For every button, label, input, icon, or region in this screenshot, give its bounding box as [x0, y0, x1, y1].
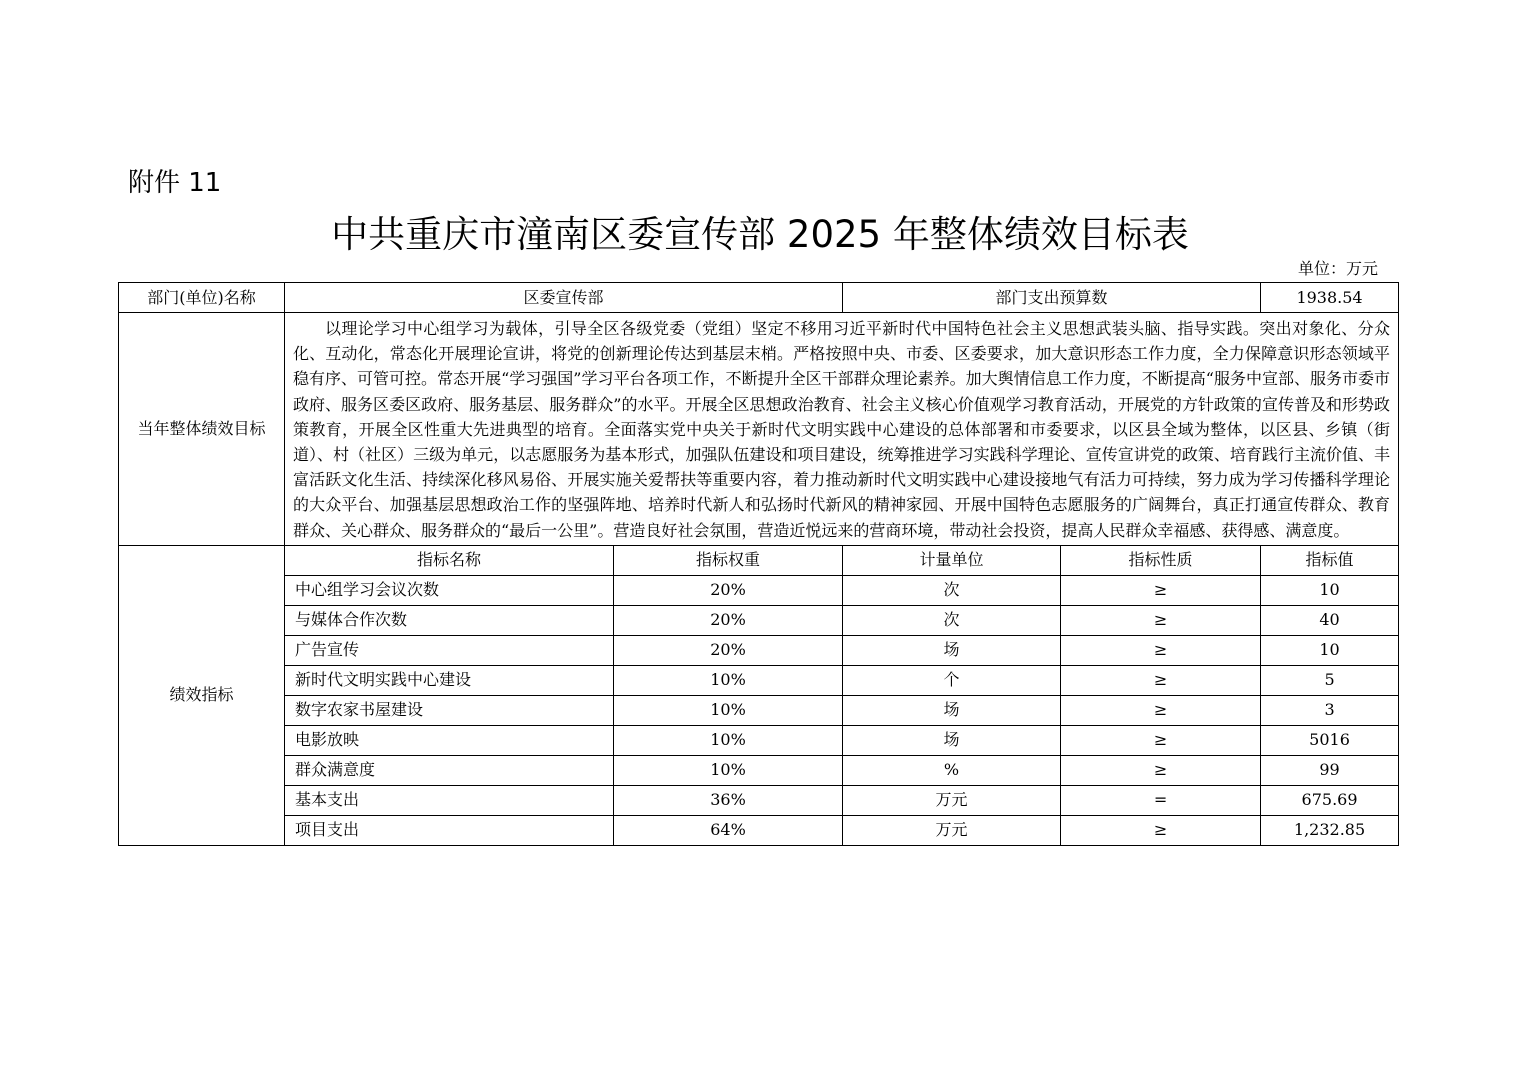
- indicator-weight: 36%: [614, 785, 843, 815]
- indicator-nature: ≥: [1061, 605, 1261, 635]
- dept-label: 部门(单位)名称: [119, 283, 285, 313]
- indicator-unit: 万元: [843, 815, 1061, 845]
- indicator-nature: ≥: [1061, 635, 1261, 665]
- budget-value: 1938.54: [1261, 283, 1399, 313]
- indicator-unit: 次: [843, 575, 1061, 605]
- indicator-name: 电影放映: [285, 725, 614, 755]
- indicator-name: 群众满意度: [285, 755, 614, 785]
- table-row: [119, 785, 1399, 815]
- dept-row: [119, 283, 1399, 313]
- indicator-weight: 64%: [614, 815, 843, 845]
- indicator-nature: ≥: [1061, 725, 1261, 755]
- column-header: 指标权重: [614, 545, 843, 575]
- table-row: [119, 605, 1399, 635]
- indicator-unit: 场: [843, 635, 1061, 665]
- budget-label: 部门支出预算数: [843, 283, 1261, 313]
- table-row: [119, 695, 1399, 725]
- indicator-weight: 10%: [614, 725, 843, 755]
- indicator-value: 40: [1261, 605, 1399, 635]
- column-header: 指标值: [1261, 545, 1399, 575]
- indicator-value: 5: [1261, 665, 1399, 695]
- indicator-name: 新时代文明实践中心建设: [285, 665, 614, 695]
- indicator-weight: 10%: [614, 665, 843, 695]
- indicator-weight: 10%: [614, 695, 843, 725]
- table-row: [119, 755, 1399, 785]
- indicator-weight: 10%: [614, 755, 843, 785]
- indicator-nature: ≥: [1061, 665, 1261, 695]
- indicator-unit: 场: [843, 695, 1061, 725]
- indicator-nature: ≥: [1061, 695, 1261, 725]
- indicator-nature: ≥: [1061, 755, 1261, 785]
- table-row: [119, 635, 1399, 665]
- page-title: 中共重庆市潼南区委宣传部 2025 年整体绩效目标表: [331, 213, 1189, 256]
- table-row: [119, 665, 1399, 695]
- indicator-weight: 20%: [614, 635, 843, 665]
- indicator-name: 广告宣传: [285, 635, 614, 665]
- performance-target-table: [118, 282, 1399, 846]
- column-header: 计量单位: [843, 545, 1061, 575]
- indicator-value: 5016: [1261, 725, 1399, 755]
- indicator-nature: ≥: [1061, 575, 1261, 605]
- indicator-value: 10: [1261, 575, 1399, 605]
- indicator-value: 675.69: [1261, 785, 1399, 815]
- indicator-header-row: [119, 545, 1399, 575]
- indicator-weight: 20%: [614, 575, 843, 605]
- attachment-label: 附件 11: [128, 168, 222, 198]
- indicators-section-label: 绩效指标: [119, 545, 285, 845]
- indicator-name: 项目支出: [285, 815, 614, 845]
- indicator-unit: 个: [843, 665, 1061, 695]
- dept-value: 区委宣传部: [285, 283, 843, 313]
- indicator-value: 1,232.85: [1261, 815, 1399, 845]
- indicator-name: 基本支出: [285, 785, 614, 815]
- indicator-unit: %: [843, 755, 1061, 785]
- indicator-value: 99: [1261, 755, 1399, 785]
- indicator-name: 与媒体合作次数: [285, 605, 614, 635]
- indicator-value: 3: [1261, 695, 1399, 725]
- indicator-weight: 20%: [614, 605, 843, 635]
- goal-row: [119, 313, 1399, 546]
- goal-label: 当年整体绩效目标: [119, 313, 285, 546]
- table-row: [119, 815, 1399, 845]
- indicator-nature: ≥: [1061, 815, 1261, 845]
- column-header: 指标性质: [1061, 545, 1261, 575]
- indicator-unit: 次: [843, 605, 1061, 635]
- indicator-unit: 万元: [843, 785, 1061, 815]
- table-row: [119, 575, 1399, 605]
- table-row: [119, 725, 1399, 755]
- indicator-nature: =: [1061, 785, 1261, 815]
- goal-text: 以理论学习中心组学习为载体，引导全区各级党委（党组）坚定不移用习近平新时代中国特色社会主义思想武装头脑、指导实践。突出对象化、分众化、互动化，常态化开展理论宣讲，将党的创新理论传达到基层末梢。严格按照中央、市委、区委要求，加大意识形态工作力度，全力保障意识形态领域平稳有序、可管可控。常态开展“学习强国”学习平台各项工作，不断提升全区干部群众理论素养。加大舆情信息工作力度，不断提高“服务中宣部、服务市委市政府、服务区委区政府、服务基层、服务群众”的水平。开展全区思想政治教育、社会主义核心价值观学习教育活动，开展党的方针政策的宣传普及和形势政策教育，开展全区性重大先进典型的培育。全面落实党中央关于新时代文明实践中心建设的总体部署和市委要求，以区县全域为整体，以区县、乡镇（街道）、村（社区）三级为单元，以志愿服务为基本形式，加强队伍建设和项目建设，统筹推进学习实践科学理论、宣传宣讲党的政策、培育践行主流价值、丰富活跃文化生活、持续深化移风易俗、开展实施关爱帮扶等重要内容，着力推动新时代文明实践中心建设接地气有活力可持续，努力成为学习传播科学理论的大众平台、加强基层思想政治工作的坚强阵地、培养时代新人和弘扬时代新风的精神家园、开展中国特色志愿服务的广阔舞台，真正打通宣传群众、教育群众、关心群众、服务群众的“最后一公里”。营造良好社会氛围，营造近悦远来的营商环境，带动社会投资，提高人民群众幸福感、获得感、满意度。: [285, 313, 1399, 546]
- column-header: 指标名称: [285, 545, 614, 575]
- indicator-value: 10: [1261, 635, 1399, 665]
- indicator-unit: 场: [843, 725, 1061, 755]
- indicator-name: 数字农家书屋建设: [285, 695, 614, 725]
- indicator-name: 中心组学习会议次数: [285, 575, 614, 605]
- unit-note: 单位：万元: [1297, 259, 1378, 278]
